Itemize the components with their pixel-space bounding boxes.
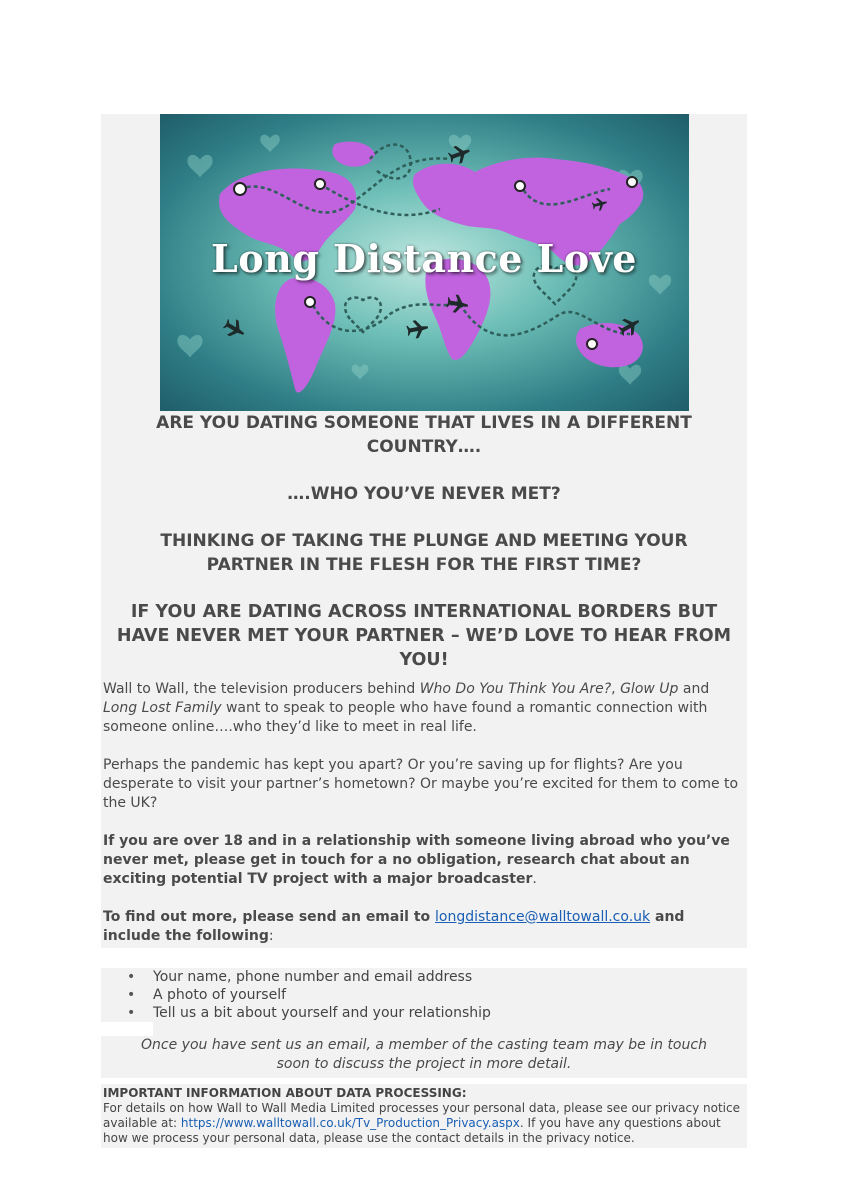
heading-never-met: ….WHO YOU’VE NEVER MET? bbox=[287, 484, 561, 504]
list-item: • Your name, phone number and email address bbox=[127, 968, 747, 986]
requirements-list bbox=[101, 968, 747, 1022]
questions-paragraph: Perhaps the pandemic has kept you apart? Or you’re saving up for flights? Are you desperate to visit your partner’s hometown? Or maybe you’re excited for them to come to the UK? bbox=[103, 757, 739, 811]
show-title: Glow Up bbox=[620, 681, 679, 697]
privacy-block bbox=[101, 1084, 747, 1148]
email-link[interactable]: longdistance@walltowall.co.uk bbox=[435, 909, 651, 925]
intro-paragraph: Wall to Wall, the television producers behind Who Do You Think You Are?, Glow Up and Long Lost Family want to speak to people who have found a romantic connection with someone online….who they’d like to meet in real life. bbox=[103, 681, 710, 735]
show-title: Long Lost Family bbox=[103, 700, 222, 716]
banner-block bbox=[101, 114, 747, 411]
body-block bbox=[101, 680, 747, 948]
privacy-url-link[interactable]: https://www.walltowall.co.uk/Tv_Production_Privacy.aspx bbox=[180, 1116, 520, 1130]
show-title: Who Do You Think You Are? bbox=[419, 681, 612, 697]
flyer bbox=[101, 114, 747, 1148]
list-item: • A photo of yourself bbox=[127, 986, 747, 1004]
privacy-text: For details on how Wall to Wall Media Limited processes your personal data, please see our privacy notice available at: https://www.walltowall.co.uk/Tv_Production_Privacy.aspx. If you have any questions about how we process your personal data, please use the contact details in the privacy notice. bbox=[103, 1101, 740, 1145]
eligibility-paragraph: If you are over 18 and in a relationship with someone living abroad who you’ve never met, please get in touch for a no obligation, research chat about an exciting potential TV project with a major broadcaster. bbox=[103, 833, 730, 887]
heading-dating-across-borders: IF YOU ARE DATING ACROSS INTERNATIONAL BORDERS BUT HAVE NEVER MET YOUR PARTNER – WE’D LOVE TO HEAR FROM YOU! bbox=[116, 602, 732, 670]
heading-taking-plunge: THINKING OF TAKING THE PLUNGE AND MEETING YOUR PARTNER IN THE FLESH FOR THE FIRST TIME? bbox=[160, 531, 688, 575]
requirements-block bbox=[101, 968, 747, 1022]
heading-different-country: ARE YOU DATING SOMEONE THAT LIVES IN A DIFFERENT COUNTRY…. bbox=[156, 413, 692, 457]
list-item: • Tell us a bit about yourself and your relationship bbox=[127, 1004, 747, 1022]
headings-block bbox=[101, 411, 747, 680]
closing-block bbox=[101, 1036, 747, 1078]
contact-paragraph: To find out more, please send an email to longdistance@walltowall.co.uk and include the following: bbox=[103, 909, 685, 944]
privacy-heading: IMPORTANT INFORMATION ABOUT DATA PROCESSING: bbox=[103, 1086, 467, 1100]
banner-image bbox=[160, 114, 689, 411]
closing-note: Once you have sent us an email, a member of the casting team may be in touch soon to discuss the project in more detail. bbox=[141, 1037, 707, 1072]
banner-title: Long Distance Love bbox=[211, 236, 637, 281]
